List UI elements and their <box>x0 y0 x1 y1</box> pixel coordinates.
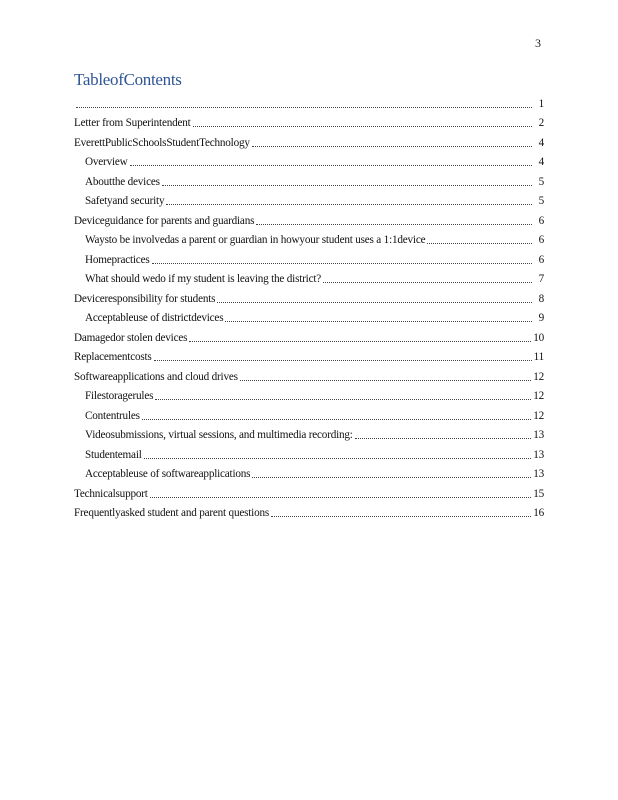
dot-leader <box>240 380 531 381</box>
toc-entry-title: Frequentlyasked student and parent questions <box>74 507 270 519</box>
toc-entry-page: 12 <box>533 390 544 402</box>
toc-entry-page: 12 <box>533 370 544 383</box>
toc-entry-title: Waysto be involvedas a parent or guardian in howyour student uses a 1:1device <box>85 234 426 246</box>
dot-leader <box>166 204 532 205</box>
toc-entry[interactable] <box>74 364 544 384</box>
toc-entry-title: Safetyand security <box>85 195 165 207</box>
toc-entry-page: 15 <box>533 487 544 500</box>
dot-leader <box>150 497 532 498</box>
dot-leader <box>154 360 532 361</box>
dot-leader <box>162 185 532 186</box>
toc-entry[interactable] <box>74 423 544 443</box>
toc-entry-page: 13 <box>533 468 544 480</box>
toc-entry-title: Technicalsupport <box>74 487 148 500</box>
toc-entry-page: 13 <box>533 429 544 441</box>
toc-entry-page: 6 <box>538 253 544 266</box>
toc-entry[interactable] <box>74 481 544 501</box>
toc-entry[interactable] <box>74 267 544 287</box>
toc-entry-title: Videosubmissions, virtual sessions, and multimedia recording: <box>85 429 353 441</box>
toc-entry[interactable] <box>74 208 544 228</box>
toc-heading: TableofContents <box>74 70 182 89</box>
toc-entry-title: EverettPublicSchoolsStudentTechnology <box>74 136 250 149</box>
toc-entry-title: Acceptableuse of districtdevices <box>85 312 224 324</box>
toc-entry[interactable] <box>74 345 544 365</box>
toc-entry-page: 7 <box>538 273 544 285</box>
toc-entry[interactable] <box>74 384 544 404</box>
dot-leader <box>252 146 532 147</box>
toc-entry-title: Damagedor stolen devices <box>74 331 188 344</box>
toc-list <box>74 91 544 520</box>
toc-entry[interactable] <box>74 325 544 345</box>
toc-entry[interactable] <box>74 247 544 267</box>
dot-leader <box>252 477 531 478</box>
toc-entry[interactable] <box>74 91 544 111</box>
toc-entry[interactable] <box>74 462 544 482</box>
toc-entry-title: Acceptableuse of softwareapplications <box>85 468 251 480</box>
toc-entry-page: 11 <box>533 351 544 363</box>
toc-entry-page: 5 <box>538 195 544 207</box>
toc-entry[interactable] <box>74 130 544 150</box>
toc-entry-page: 12 <box>533 409 544 422</box>
dot-leader <box>355 438 531 439</box>
toc-entry[interactable] <box>74 442 544 462</box>
dot-leader <box>217 302 532 303</box>
dot-leader <box>427 243 532 244</box>
dot-leader <box>130 165 532 166</box>
toc-entry-title: Deviceguidance for parents and guardians <box>74 214 255 227</box>
toc-entry[interactable] <box>74 228 544 248</box>
toc-entry-title: Softwareapplications and cloud drives <box>74 370 238 383</box>
dot-leader <box>256 224 532 225</box>
toc-entry-title: Studentemail <box>85 448 142 461</box>
dot-leader <box>144 458 532 459</box>
toc-entry-page: 5 <box>538 175 544 188</box>
toc-entry-page: 6 <box>538 214 544 227</box>
toc-entry-title: Overview <box>85 156 128 168</box>
toc-entry[interactable] <box>74 111 544 131</box>
toc-entry-page: 13 <box>533 448 544 461</box>
toc-entry[interactable] <box>74 306 544 326</box>
dot-leader <box>142 419 531 420</box>
dot-leader <box>189 341 531 342</box>
toc-entry[interactable] <box>74 501 544 521</box>
toc-entry-title: Replacementcosts <box>74 351 152 363</box>
toc-entry-page: 6 <box>538 234 544 246</box>
toc-entry-title: Homepractices <box>85 253 150 266</box>
dot-leader <box>152 263 533 264</box>
toc-entry-page: 2 <box>538 117 544 129</box>
toc-entry-page: 1 <box>538 97 544 110</box>
toc-entry[interactable] <box>74 189 544 209</box>
toc-entry-page: 9 <box>538 312 544 324</box>
toc-entry-page: 4 <box>538 136 544 149</box>
toc-entry[interactable] <box>74 150 544 170</box>
toc-entry-page: 10 <box>533 331 544 344</box>
dot-leader <box>193 126 532 127</box>
dot-leader <box>155 399 531 400</box>
toc-entry-title: Filestoragerules <box>85 390 154 402</box>
toc-entry-title: Aboutthe devices <box>85 175 160 188</box>
toc-entry-page: 16 <box>533 507 544 519</box>
dot-leader <box>323 282 532 283</box>
toc-entry-page: 8 <box>538 292 544 305</box>
toc-entry-title: Contentrules <box>85 409 140 422</box>
dot-leader <box>76 107 532 108</box>
toc-entry-title: What should wedo if my student is leaving the district? <box>85 273 322 285</box>
toc-entry-page: 4 <box>538 156 544 168</box>
dot-leader <box>225 321 532 322</box>
toc-entry-title: Letter from Superintendent <box>74 117 191 129</box>
toc-entry[interactable] <box>74 286 544 306</box>
toc-entry[interactable] <box>74 403 544 423</box>
dot-leader <box>271 516 531 517</box>
page-number: 3 <box>535 36 541 50</box>
toc-entry-title: Deviceresponsibility for students <box>74 292 216 305</box>
toc-entry[interactable] <box>74 169 544 189</box>
